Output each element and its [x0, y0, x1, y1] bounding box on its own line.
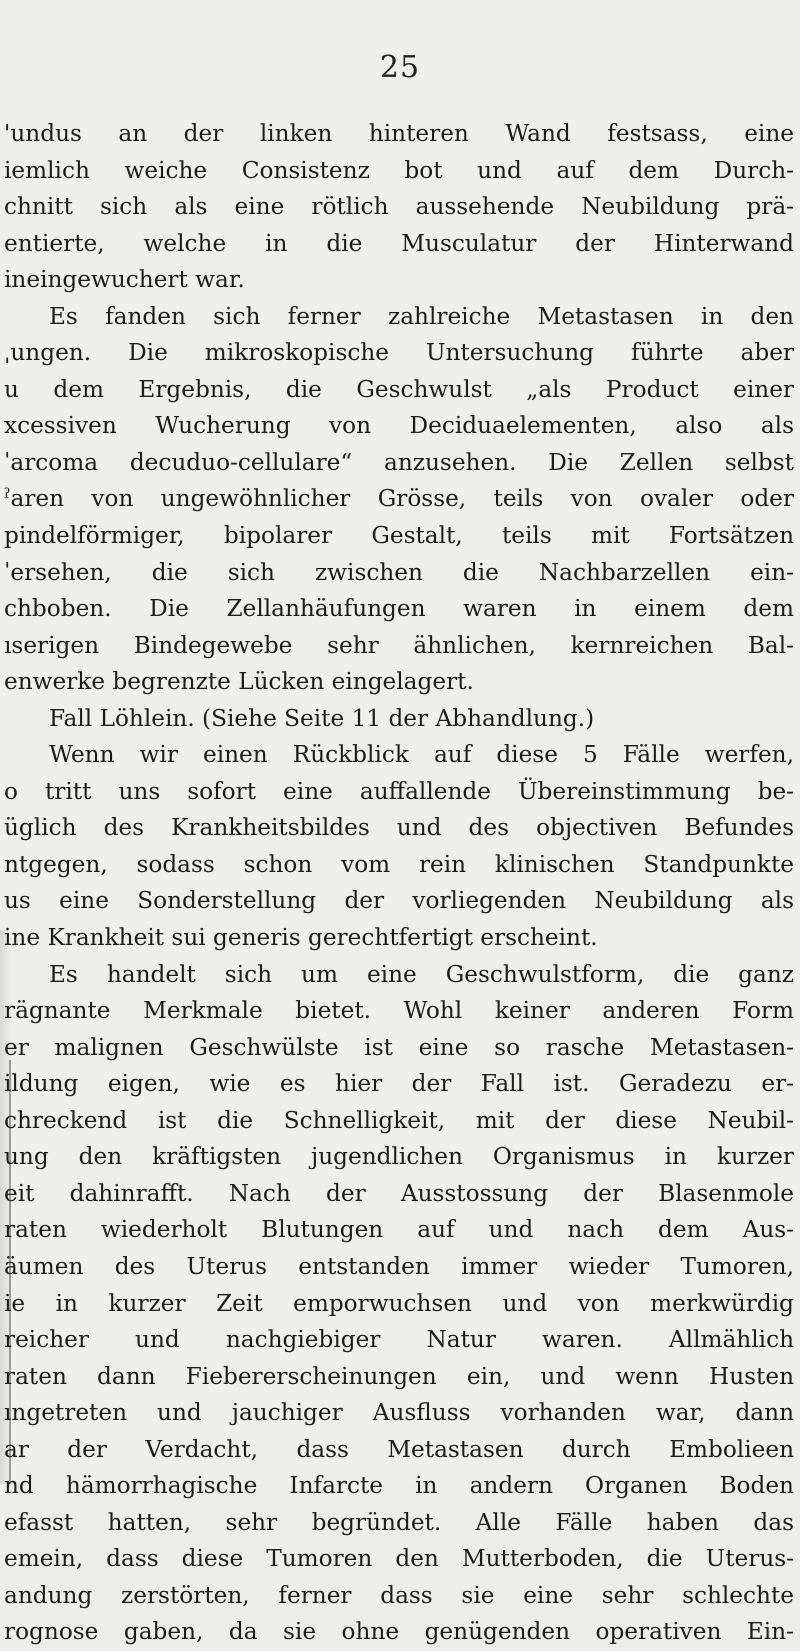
text-line: ie in kurzer Zeit emporwuchsen und von merkwürdig: [4, 1289, 794, 1317]
text-line: eit dahinrafft. Nach der Ausstossung der Blasenmole: [4, 1179, 794, 1207]
text-line: ˈarcoma decuduo-cellulare“ anzusehen. Die Zellen selbst: [4, 448, 794, 476]
text-line: chnitt sich als eine rötlich aussehende Neubildung prä-: [4, 193, 794, 221]
text-line: xcessiven Wucherung von Deciduaelementen, also als: [4, 412, 794, 440]
text-line: reicher und nachgiebiger Natur waren. Allmählich: [4, 1326, 794, 1354]
text-line: us eine Sonderstellung der vorliegenden Neubildung als: [4, 887, 794, 915]
text-line: u dem Ergebnis, die Geschwulst „als Product einer: [4, 375, 794, 403]
text-line: nd hämorrhagische Infarcte in andern Organen Boden: [4, 1472, 794, 1500]
text-line: pindelförmiger, bipolarer Gestalt, teils mit Fortsätzen: [4, 522, 794, 550]
text-line: Fall Löhlein. (Siehe Seite 11 der Abhandlung.): [49, 704, 595, 732]
text-line: rägnante Merkmale bietet. Wohl keiner anderen Form: [4, 997, 794, 1025]
text-line: Wenn wir einen Rückblick auf diese 5 Fälle werfen,: [49, 741, 794, 769]
text-line: chboben. Die Zellanhäufungen waren in einem dem: [4, 595, 794, 623]
text-line: rognose gaben, da sie ohne genügenden operativen Ein-: [4, 1618, 794, 1646]
text-line: ˌungen. Die mikroskopische Untersuchung führte aber: [4, 339, 794, 367]
text-line: raten dann Fiebererscheinungen ein, und wenn Husten: [4, 1362, 794, 1390]
text-line: efasst hatten, sehr begründet. Alle Fälle haben das: [4, 1508, 794, 1536]
text-line: Es fanden sich ferner zahlreiche Metastasen in den: [49, 302, 794, 330]
text-line: o tritt uns sofort eine auffallende Übereinstimmung be-: [4, 777, 794, 805]
text-line: ntgegen, sodass schon vom rein klinischen Standpunkte: [4, 850, 794, 878]
text-line: ıserigen Bindegewebe sehr ähnlichen, kernreichen Bal-: [4, 631, 794, 659]
text-line: ung den kräftigsten jugendlichen Organismus in kurzer: [4, 1143, 794, 1171]
text-line: chreckend ist die Schnelligkeit, mit der diese Neubil-: [4, 1106, 794, 1134]
body-text: [4, 116, 794, 1651]
text-line: ˈersehen, die sich zwischen die Nachbarzellen ein-: [4, 558, 794, 586]
text-line: Es handelt sich um eine Geschwulstform, die ganz: [49, 960, 794, 988]
text-line: äumen des Uterus entstanden immer wieder Tumoren,: [4, 1252, 794, 1280]
text-line: ar der Verdacht, dass Metastasen durch Embolieen: [4, 1435, 794, 1463]
text-line: andung zerstörten, ferner dass sie eine sehr schlechte: [4, 1581, 794, 1609]
text-line: entierte, welche in die Musculatur der Hinterwand: [4, 229, 794, 257]
text-line: ıngetreten und jauchiger Ausfluss vorhanden war, dann: [4, 1399, 794, 1427]
text-line: ine Krankheit sui generis gerechtfertigt erscheint.: [4, 924, 598, 952]
text-line: iemlich weiche Consistenz bot und auf dem Durch-: [4, 156, 794, 184]
text-line: üglich des Krankheitsbildes und des objectiven Befundes: [4, 814, 794, 842]
text-line: ineingewuchert war.: [4, 266, 245, 294]
page-number: 25: [379, 50, 421, 85]
text-line: ˀaren von ungewöhnlicher Grösse, teils von ovaler oder: [4, 485, 794, 513]
text-line: raten wiederholt Blutungen auf und nach dem Aus-: [4, 1216, 794, 1244]
text-line: er malignen Geschwülste ist eine so rasche Metastasen-: [4, 1033, 794, 1061]
text-line: enwerke begrenzte Lücken eingelagert.: [4, 668, 474, 696]
text-line: emein, dass diese Tumoren den Mutterboden, die Uterus-: [4, 1545, 794, 1573]
text-line: 'undus an der linken hinteren Wand festsass, eine: [4, 120, 794, 147]
text-line: ildung eigen, wie es hier der Fall ist. Geradezu er-: [4, 1070, 794, 1098]
